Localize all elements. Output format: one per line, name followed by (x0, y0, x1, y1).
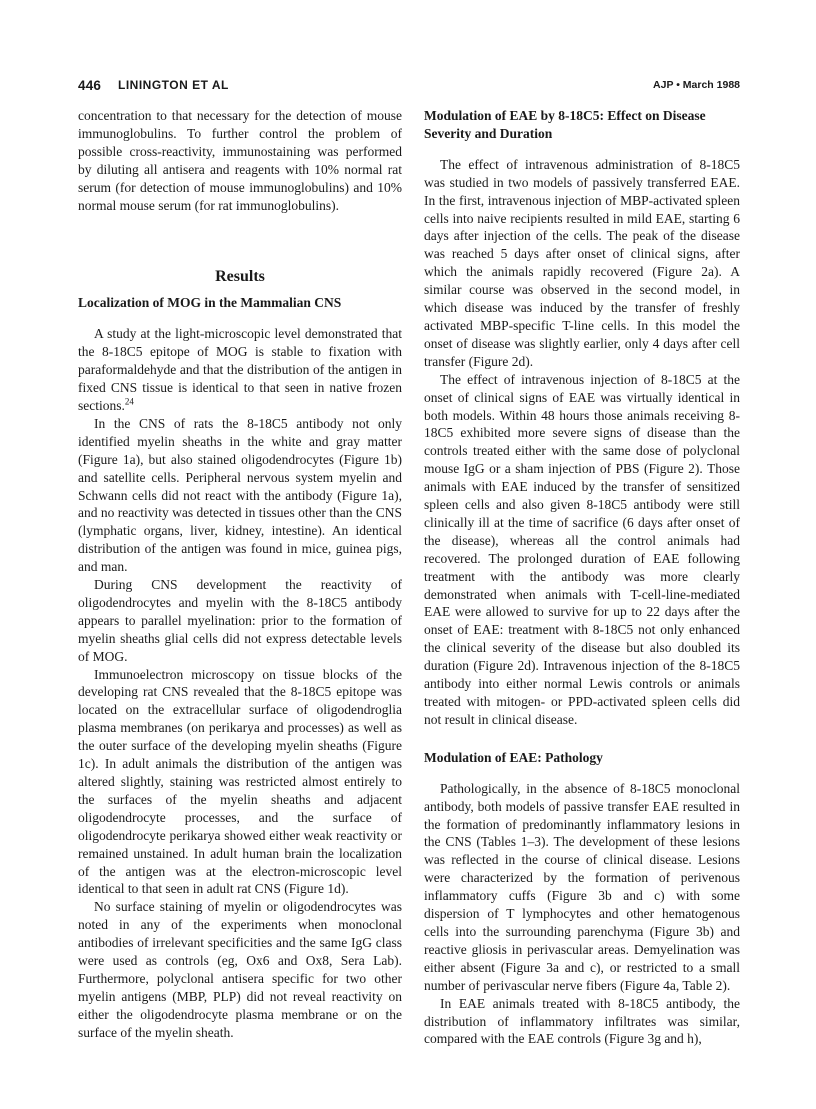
paragraph: Immunoelectron microscopy on tissue blocks of the developing rat CNS revealed that the 8-18C5 epitope was located on the extracellular surface of oligodendroglia plasma membranes (on perikarya and processes) as well as the outer surface of the developing myelin sheaths (Figure 1c). In adult animals the distribution of the antigen was altered slightly, staining was restricted almost entirely to the surfaces of the myelin sheaths and adjacent oligodendrocyte processes, and the surface of oligodendrocyte perikarya showed either weak reactivity or remained unstained. In adult human brain the localization of the antigen was at the electron-microscopic level identical to that seen in adult rat CNS (Figure 1d). (78, 666, 402, 897)
paragraph: During CNS development the reactivity of oligodendrocytes and myelin with the 8-18C5 antibody appears to parallel myelination: prior to the formation of myelin sheaths glial cells did not express detectable levels of MOG. (78, 577, 402, 664)
paragraph: In EAE animals treated with 8-18C5 antibody, the distribution of inflammatory infiltrates was similar, compared with the EAE controls (Figure 3g and h), (424, 995, 740, 1047)
subheading-localization: Localization of MOG in the Mammalian CNS (78, 295, 342, 311)
running-authors: LININGTON ET AL (118, 78, 229, 92)
left-column (78, 107, 402, 1042)
journal-citation: AJP • March 1988 (653, 79, 740, 91)
paragraph-text: A study at the light-microscopic level demonstrated that the 8-18C5 epitope of MOG is stable to fixation with paraformaldehyde and that the distribution of the antigen in fixed CNS tissue is identical to that seen in native frozen sections. (78, 326, 402, 413)
subheading-pathology: Modulation of EAE: Pathology (424, 749, 603, 765)
paragraph: Pathologically, in the absence of 8-18C5 monoclonal antibody, both models of passive transfer EAE resulted in the formation of predominantly inflammatory lesions in the CNS (Tables 1–3). The development of these lesions was reflected in the course of clinical disease. Lesions were characterized by the formation of perivenous inflammatory cuffs (Figure 3b and c) with some dispersion of T lymphocytes and other hematogenous cells into the surrounding parenchyma (Figure 3b) and reactive gliosis in perivascular areas. Demyelination was either absent (Figure 3a and c), or restricted to a small number of perivascular nerve fibers (Figure 4a, Table 2). (424, 780, 740, 993)
paragraph: No surface staining of myelin or oligodendrocytes was noted in any of the experiments when monoclonal antibodies of irrelevant specificities and the same IgG class were used as controls (eg, Ox6 and Ox8, Sera Lab). Furthermore, polyclonal antisera specific for two other myelin antigens (MBP, PLP) did not reveal reactivity on either the oligodendrocyte plasma membrane or on the surface of the myelin sheath. (78, 899, 402, 1040)
paragraph: In the CNS of rats the 8-18C5 antibody not only identified myelin sheaths in the white and gray matter (Figure 1a), but also stained oligodendrocytes (Figure 1b) and satellite cells. Peripheral nervous system myelin and Schwann cells did not react with the antibody (Figure 1a), and no reactivity was detected in tissues other than the CNS (lymphatic organs, liver, kidney, intestine). An identical distribution of the antigen was found in mice, guinea pigs, and man. (78, 415, 402, 575)
running-header (78, 78, 740, 98)
reference-superscript: 24 (124, 396, 134, 407)
subheading-modulation-severity: Modulation of EAE by 8-18C5: Effect on Disease Severity and Duration (424, 108, 706, 141)
paragraph: The effect of intravenous injection of 8-18C5 at the onset of clinical signs of EAE was virtually identical in both models. Within 48 hours those animals receiving 8-18C5 exhibited more severe signs of disease than the controls treated either with the same dose of polyclonal mouse IgG or a sham injection of PBS (Figure 2). Those animals with EAE induced by the transfer of sensitized spleen cells and also given 8-18C5 antibody were still clinically ill at the time of sacrifice (6 days after onset of the disease), whereas all the control animals had recovered. The prolonged duration of EAE following treatment with the antibody was more clearly demonstrated when animals with T-cell-line-mediated EAE were allowed to survive for up to 22 days after the onset of EAE: treatment with 8-18C5 not only enhanced the clinical severity of the disease but also doubled its duration (Figure 2d). Intravenous injection of the 8-18C5 antibody into either normal Lewis controls or animals treated with mitogen- or PPD-activated spleen cells did not result in clinical disease. (424, 371, 740, 727)
paragraph (78, 325, 402, 415)
paragraph-continued: concentration to that necessary for the detection of mouse immunoglobulins. To further control the problem of possible cross-reactivity, immunostaining was performed by diluting all antisera and reagents with 10% normal rat serum (for detection of mouse immunoglobulins) and 10% normal mouse serum (for rat immunoglobulins). (78, 108, 402, 213)
paragraph: The effect of intravenous administration of 8-18C5 was studied in two models of passively transferred EAE. In the first, intravenous injection of MBP-activated spleen cells into naive recipients resulted in mild EAE, starting 6 days after injection of the cells. The peak of the disease was reached 5 days after onset of clinical signs, after which the animals rapidly recovered (Figure 2a). A similar course was observed in the second model, in which disease was induced by the transfer of freshly activated MBP-specific T-line cells. In this model the onset of disease was slightly earlier, only 4 days after cell transfer (Figure 2d). (424, 156, 740, 369)
right-column (424, 107, 740, 1048)
section-title-results: Results (215, 268, 265, 286)
page-number: 446 (78, 78, 102, 93)
